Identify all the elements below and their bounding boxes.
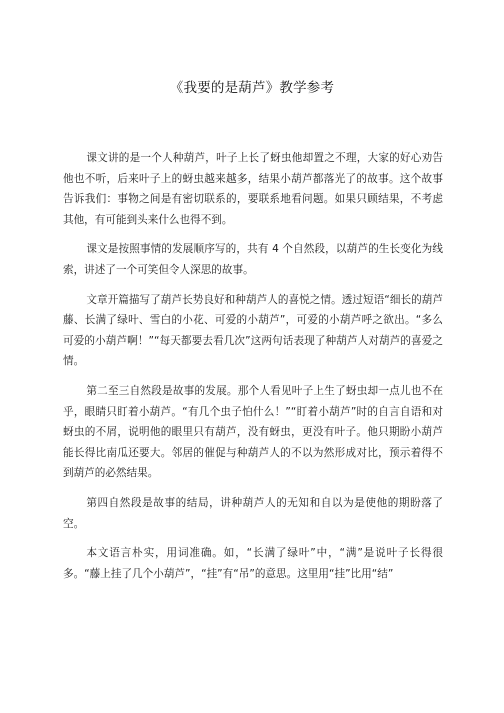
paragraph-2: 课文是按照事情的发展顺序写的，共有 4 个自然段，以葫芦的生长变化为线索，讲述了一个可笑但令人深思的故事。 [63,243,443,276]
paragraph-5: 第四自然段是故事的结局，讲种葫芦人的无知和自以为是使他的期盼落了空。 [63,496,443,530]
paragraph-1: 课文讲的是一个人种葫芦，叶子上长了蚜虫他却置之不理，大家的好心劝告他也不听，后来叶子上的蚜虫越来越多，结果小葫芦都落光了的故事。这个故事告诉我们：事物之间是有密切联系的，要联系地看问题。如果只顾结果，不考虑其他，有可能到头来什么也得不到。 [63,152,443,226]
document-body [63,148,443,593]
document-title: 《我要的是葫芦》教学参考 [169,80,335,96]
paragraph-3: 文章开篇描写了葫芦长势良好和种葫芦人的喜悦之情。透过短语“细长的葫芦藤、长满了绿叶、雪白的小花、可爱的小葫芦”，可爱的小葫芦呼之欲出。“多么可爱的小葫芦啊！”“每天都要去看几次”这两句话表现了种葫芦人对葫芦的喜爱之情。 [63,293,443,368]
paragraph-4: 第二至三自然段是故事的发展。那个人看见叶子上生了蚜虫却一点儿也不在乎，眼睛只盯着小葫芦。“有几个虫子怕什么！”“盯着小葫芦”时的自言自语和对蚜虫的不屑，说明他的眼里只有葫芦，没有蚜虫，更没有叶子。他只期盼小葫芦能长得比南瓜还要大。邻居的催促与种葫芦人的不以为然形成对比，预示着得不到葫芦的必然结果。 [63,384,443,480]
paragraph-6: 本文语言朴实，用词准确。如，“长满了绿叶”中，“满”是说叶子长得很多。“藤上挂了几个小葫芦”，“挂”有“吊”的意思。这里用“挂”比用“结” [63,547,443,580]
